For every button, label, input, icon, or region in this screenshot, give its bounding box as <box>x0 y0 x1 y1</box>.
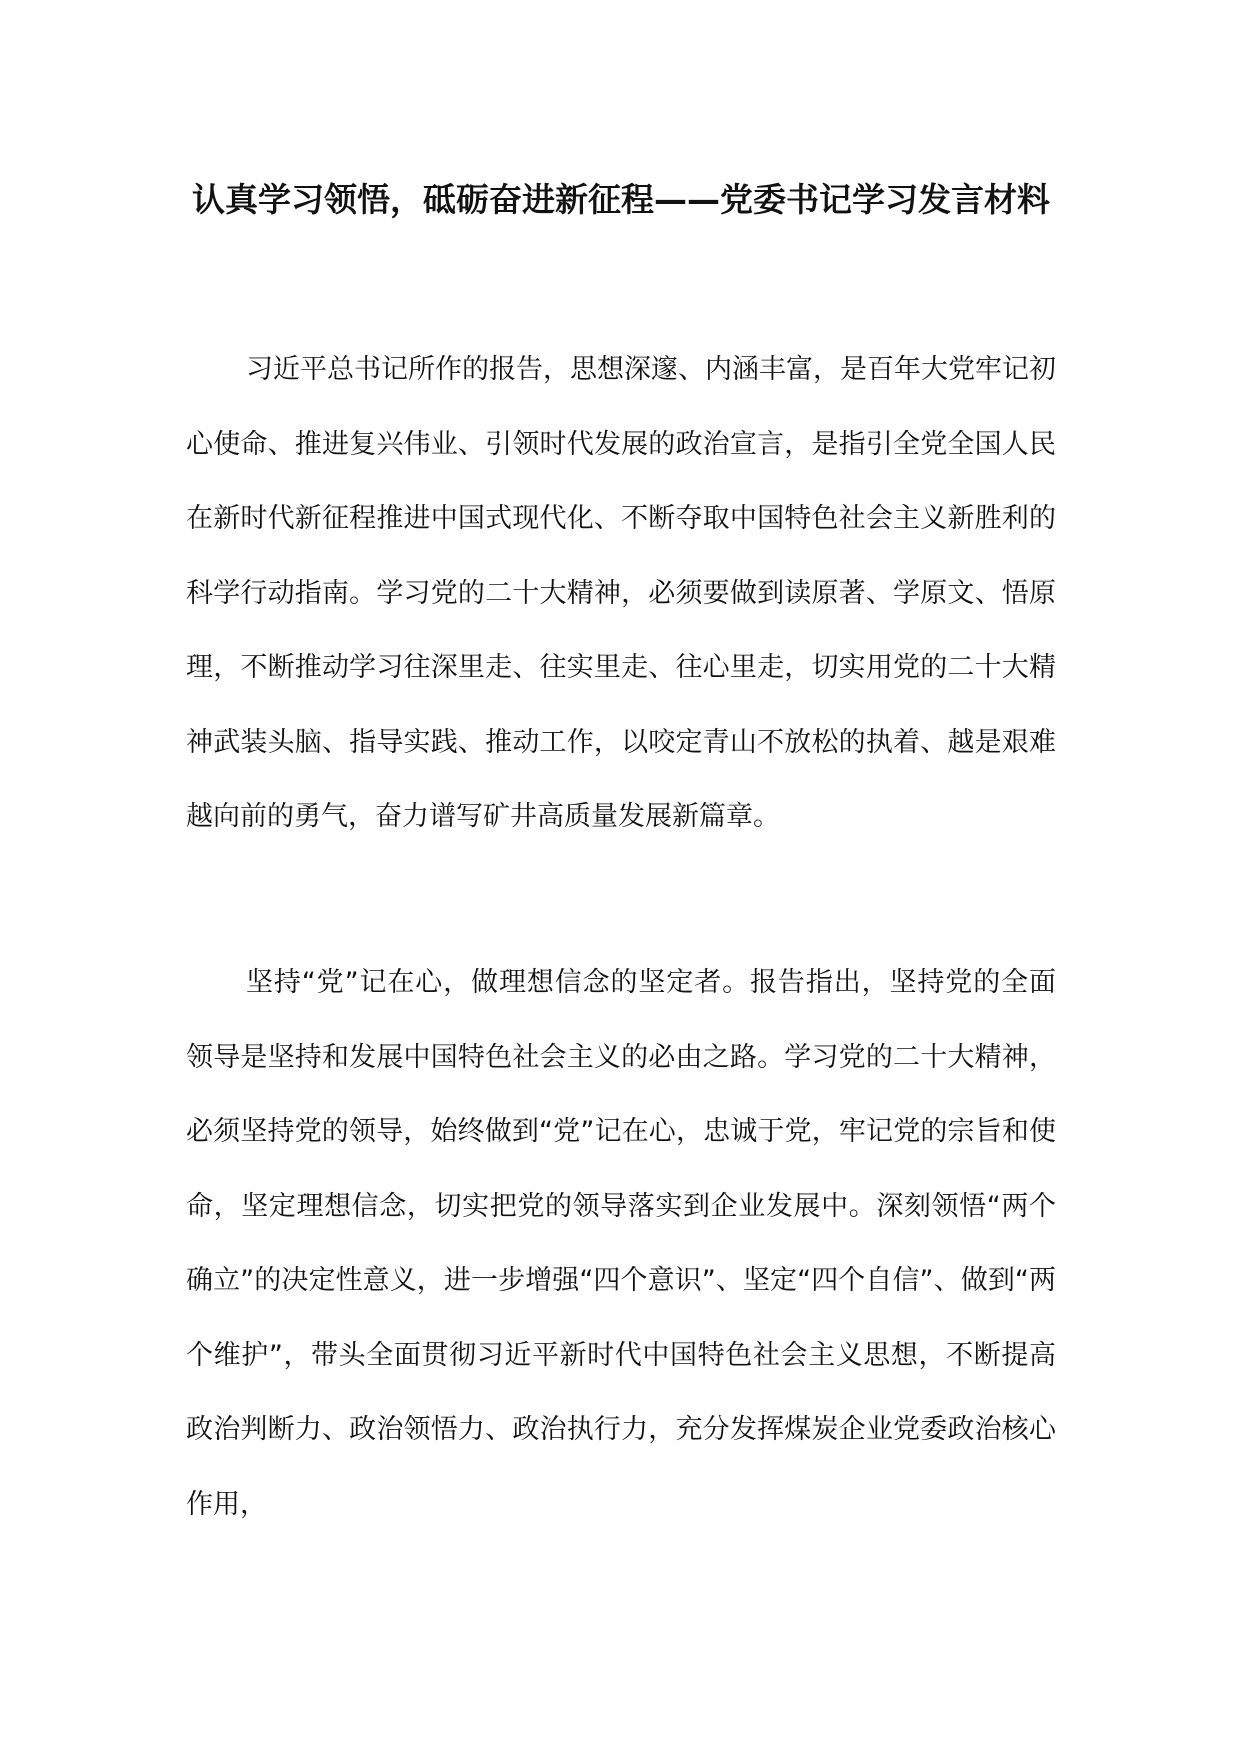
body-paragraph-2: 坚持“党”记在心，做理想信念的坚定者。报告指出，坚持党的全面领导是坚持和发展中国特色社会主义的必由之路。学习党的二十大精神，必须坚持党的领导，始终做到“党”记在心，忠诚于党，牢记党的宗旨和使命，坚定理想信念，切实把党的领导落实到企业发展中。深刻领悟“两个确立”的决定性意义，进一步增强“四个意识”、坚定“四个自信”、做到“两个维护”，带头全面贯彻习近平新时代中国特色社会主义思想，不断提高政治判断力、政治领悟力、政治执行力，充分发挥煤炭企业党委政治核心作用， <box>186 967 1056 1520</box>
document-title: 认真学习领悟，砥砺奋进新征程——党委书记学习发言材料 <box>192 180 1050 219</box>
body-paragraph-1: 习近平总书记所作的报告，思想深邃、内涵丰富，是百年大党牢记初心使命、推进复兴伟业、引领时代发展的政治宣言，是指引全党全国人民在新时代新征程推进中国式现代化、不断夺取中国特色社会主义新胜利的科学行动指南。学习党的二十大精神，必须要做到读原著、学原文、悟原理，不断推动学习往深里走、往实里走、往心里走，切实用党的二十大精神武装头脑、指导实践、推动工作，以咬定青山不放松的执着、越是艰难越向前的勇气，奋力谱写矿井高质量发展新篇章。 <box>186 354 1056 832</box>
